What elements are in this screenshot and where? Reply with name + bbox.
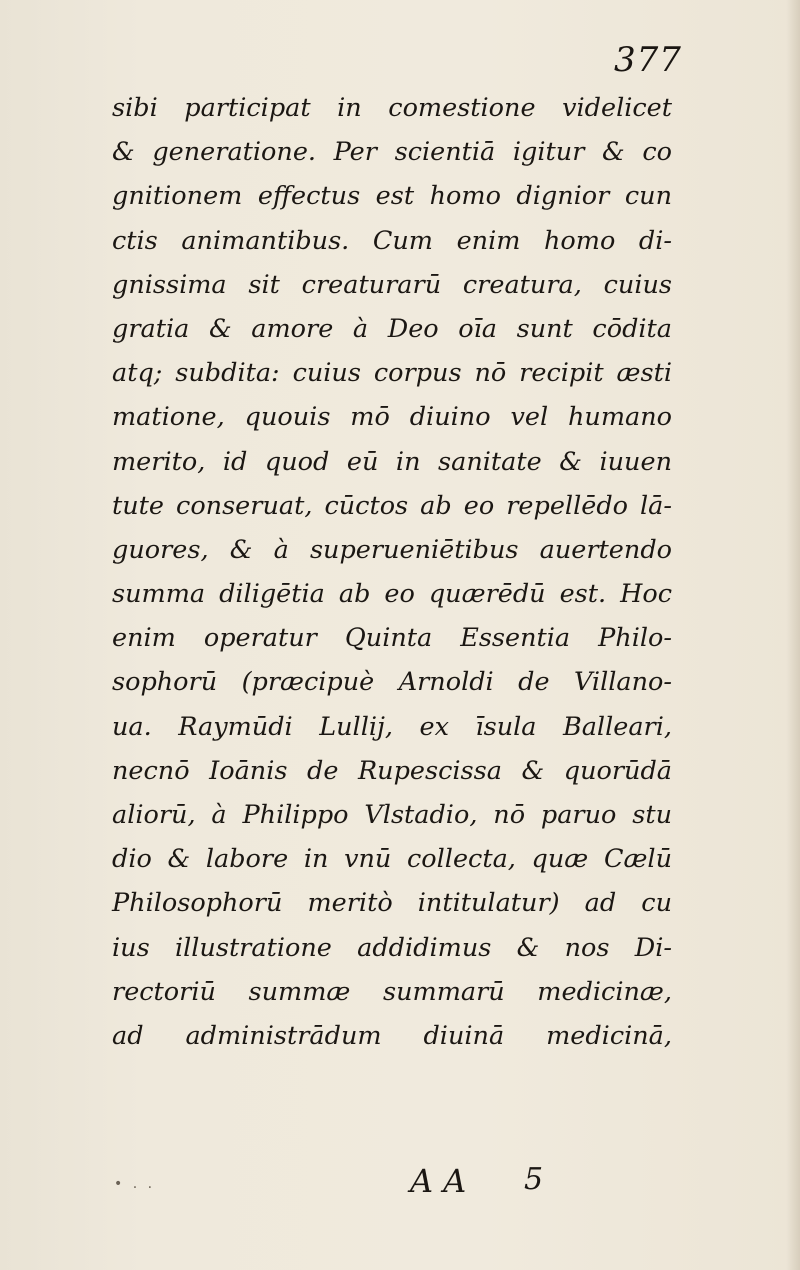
text-line: & generatione. Per scientiā igitur & co (112, 137, 672, 168)
text-line: guores, & à superueniētibus auertendo (112, 534, 672, 565)
text-line: Philosophorū meritò intitulatur) ad cu (112, 888, 672, 919)
page-edge-shadow (786, 0, 800, 1270)
text-line: aliorū, à Philippo Vlstadio, nō paruo stu (112, 800, 672, 830)
ink-specks: • . . (114, 1176, 156, 1192)
signature-mark: AA (410, 1162, 477, 1200)
signature-number: 5 (524, 1162, 544, 1197)
text-line: ua. Raymūdi Lullij, ex īsula Balleari, (112, 711, 672, 742)
text-line: ad administrādum diuinā medicinā, (112, 1020, 672, 1051)
text-line: gnissima sit creaturarū creatura, cuius (112, 269, 672, 300)
page-number: 377 (614, 40, 682, 80)
text-line: summa diligētia ab eo quærēdū est. Hoc (112, 579, 672, 610)
text-line: ctis animantibus. Cum enim homo di- (112, 225, 672, 256)
text-line: sibi participat in comestione videlicet (112, 93, 672, 123)
text-line: rectoriū summæ summarū medicinæ, (112, 976, 672, 1007)
text-line: necnō Ioānis de Rupescissa & quorūdā (112, 755, 672, 786)
body-text (112, 86, 672, 1058)
text-line: matione, quouis mō diuino vel humano (112, 402, 672, 433)
text-line: merito, id quod eū in sanitate & iuuen (112, 446, 672, 477)
text-line: enim operatur Quinta Essentia Philo- (112, 623, 672, 654)
text-line: sophorū (præcipuè Arnoldi de Villano- (112, 667, 672, 698)
text-line: tute conseruat, cūctos ab eo repellēdo lā- (112, 490, 672, 521)
text-line: dio & labore in vnū collecta, quæ Cælū (112, 844, 672, 875)
text-line: atq; subdita: cuius corpus nō recipit æsti (112, 358, 672, 389)
text-line: gratia & amore à Deo oīa sunt cōdita (112, 313, 672, 344)
text-line: gnitionem effectus est homo dignior cun (112, 181, 672, 212)
text-line: ius illustratione addidimus & nos Di- (112, 932, 672, 963)
